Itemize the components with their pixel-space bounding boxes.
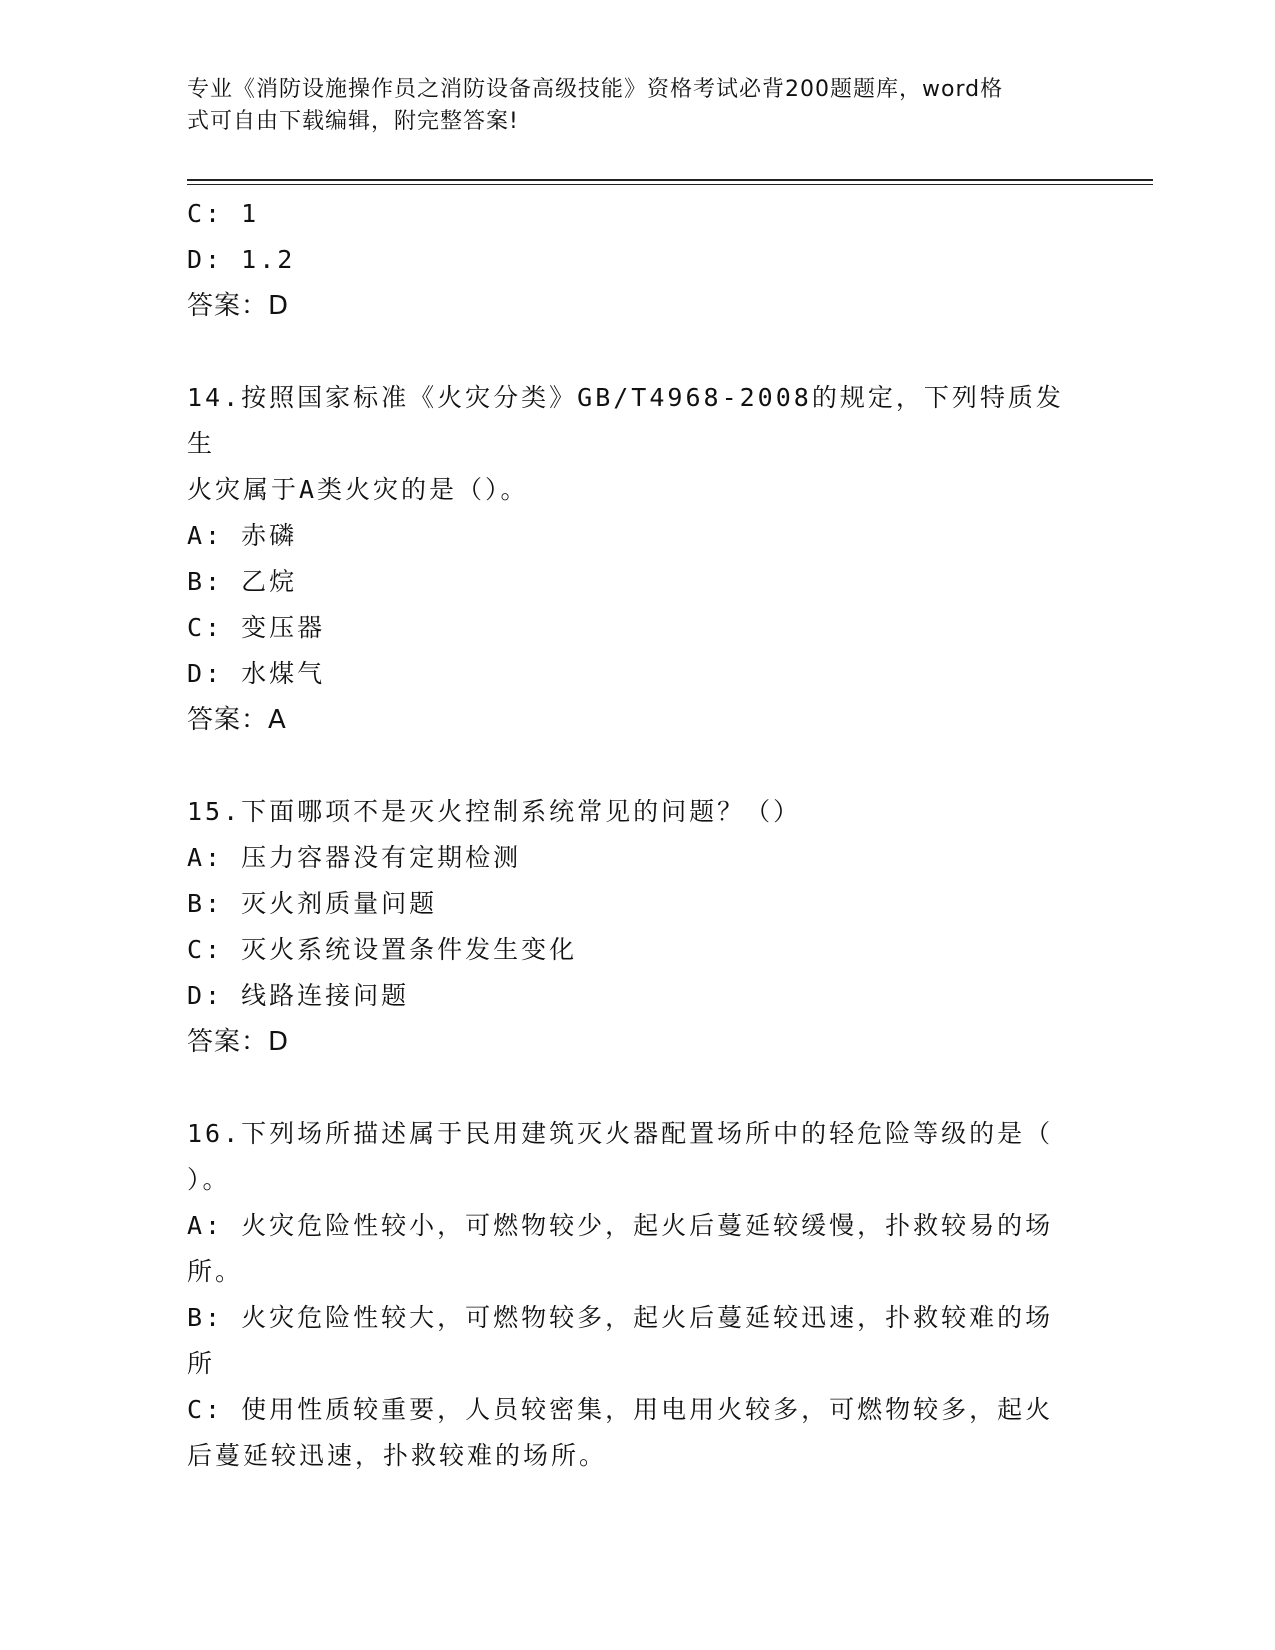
- question-16: [187, 1111, 1087, 1479]
- option-a: A: 压力容器没有定期检测: [187, 843, 522, 872]
- option-d: D: 线路连接问题: [187, 981, 410, 1010]
- answer-line: 答案：D: [187, 291, 290, 321]
- header-line-2: 式可自由下载编辑，附完整答案!: [187, 109, 519, 134]
- option-c-line-1: C: 使用性质较重要，人员较密集，用电用火较多，可燃物较多，起火: [187, 1395, 1054, 1424]
- option-b: B: 乙烷: [187, 567, 298, 596]
- spacer: [187, 1065, 1087, 1111]
- option-c-line-2: 后蔓延较迅速，扑救较难的场所。: [187, 1441, 608, 1470]
- document-header: [187, 74, 1067, 138]
- header-divider-thin: [187, 184, 1153, 185]
- answer-line: 答案：A: [187, 705, 287, 735]
- option-a-line-1: A: 火灾危险性较小，可燃物较少，起火后蔓延较缓慢，扑救较易的场: [187, 1211, 1054, 1240]
- question-text-line-1: 14.按照国家标准《火灾分类》GB/T4968-2008的规定，下列特质发生: [187, 383, 1064, 458]
- question-content: [187, 191, 1087, 1479]
- question-text-line-2: 火灾属于A类火灾的是（）。: [187, 475, 529, 504]
- header-line-1: 专业《消防设施操作员之消防设备高级技能》资格考试必背200题题库，word格: [187, 77, 1004, 102]
- question-text-line-2: ）。: [187, 1165, 231, 1194]
- option-a: A: 赤磷: [187, 521, 298, 550]
- spacer: [187, 329, 1087, 375]
- header-divider-thick: [187, 179, 1153, 181]
- option-d: D: 1.2: [187, 245, 296, 274]
- option-d: D: 水煤气: [187, 659, 326, 688]
- question-text-line-1: 16.下列场所描述属于民用建筑灭火器配置场所中的轻危险等级的是（: [187, 1119, 1054, 1148]
- option-b-line-1: B: 火灾危险性较大，可燃物较多，起火后蔓延较迅速，扑救较难的场: [187, 1303, 1054, 1332]
- option-c: C: 1: [187, 199, 260, 228]
- option-c: C: 灭火系统设置条件发生变化: [187, 935, 578, 964]
- option-a-line-2: 所。: [187, 1257, 244, 1286]
- option-b: B: 灭火剂质量问题: [187, 889, 438, 918]
- option-c: C: 变压器: [187, 613, 326, 642]
- question-14: [187, 375, 1087, 743]
- question-13-tail: [187, 191, 1087, 329]
- spacer: [187, 743, 1087, 789]
- question-15: [187, 789, 1087, 1065]
- option-b-line-2: 所: [187, 1349, 216, 1378]
- answer-line: 答案：D: [187, 1027, 290, 1057]
- question-text-line-1: 15.下面哪项不是灭火控制系统常见的问题？（）: [187, 797, 802, 826]
